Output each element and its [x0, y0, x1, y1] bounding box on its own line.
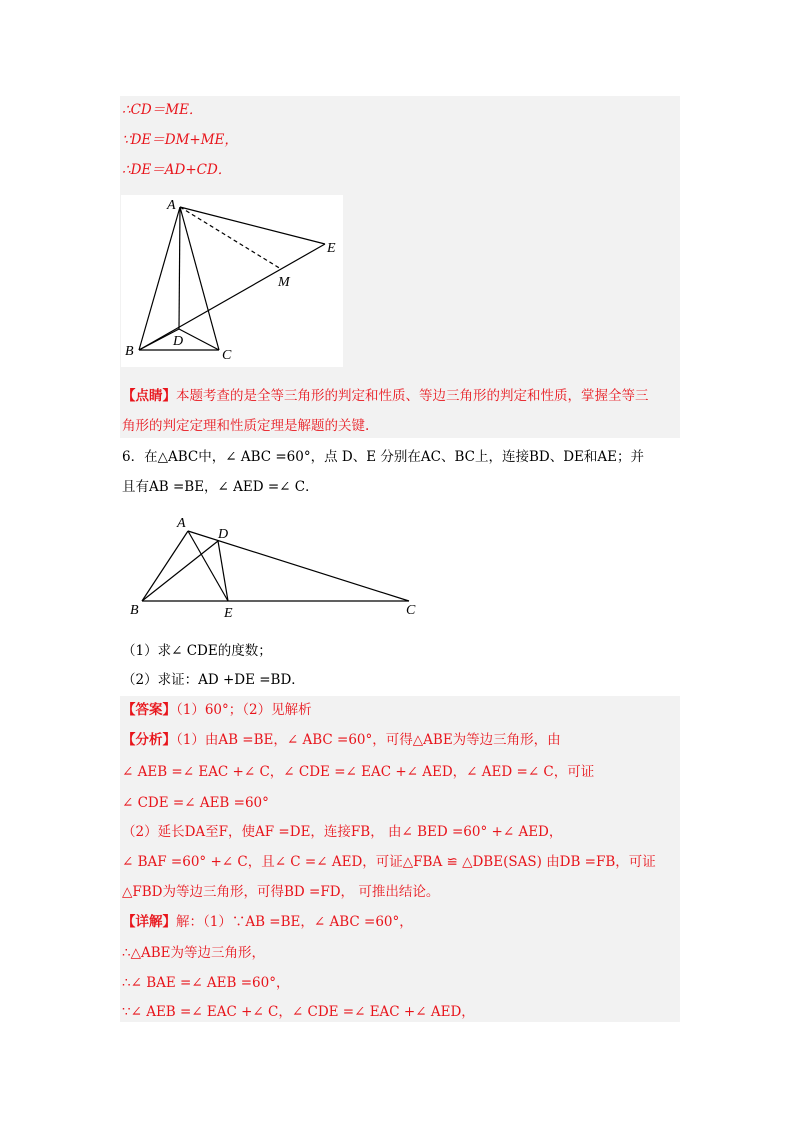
analysis-line-3: ∠ CDE =∠ AEB =60° [122, 795, 269, 811]
label-c: C [406, 603, 416, 618]
question-line-1: 6．在△ABC中，∠ ABC =60°，点 D、E 分别在AC、BC上，连接BD、DE和AE；并 [122, 449, 644, 465]
label-a: A [177, 516, 186, 531]
comment-line-1 [122, 387, 649, 405]
detail-label: 【详解】 [122, 914, 176, 930]
segment-ab [142, 531, 188, 601]
analysis-line-1 [122, 731, 561, 749]
label-d: D [218, 527, 229, 542]
analysis-line-5: ∠ BAF =60° +∠ C，且∠ C =∠ AED，可证△FBA ≌ △DBE(SAS) 由DB =FB，可证 [122, 854, 656, 870]
analysis-text-1: （1）由AB =BE，∠ ABC =60°，可得△ABE为等边三角形，由 [176, 732, 561, 748]
analysis-line-4: （2）延长DA至F，使AF =DE，连接FB， 由∠ BED =60° +∠ AED， [122, 824, 563, 840]
proof-line-3: ∴DE＝AD+CD． [122, 162, 232, 178]
figure-1 [121, 195, 343, 367]
figure-1-diagram [121, 195, 343, 367]
label-b: B [125, 344, 134, 359]
segment-ad [179, 207, 180, 329]
label-c: C [222, 348, 232, 363]
question-part-1: （1）求∠ CDE的度数； [122, 643, 272, 659]
segment-bd [142, 541, 218, 601]
figure-2 [120, 510, 430, 622]
analysis-line-2: ∠ AEB =∠ EAC +∠ C，∠ CDE =∠ EAC +∠ AED，∠ AED =∠ C，可证 [122, 764, 595, 780]
proof-line-1: ∴CD＝ME． [122, 102, 203, 118]
analysis-line-6: △FBD为等边三角形，可得BD =FD， 可推出结论。 [122, 884, 440, 900]
detail-line-1 [122, 913, 413, 931]
detail-line-4: ∵∠ AEB =∠ EAC +∠ C，∠ CDE =∠ EAC +∠ AED， [122, 1004, 475, 1020]
segment-ae [180, 207, 325, 244]
label-b: B [130, 603, 139, 618]
detail-line-2: ∴△ABE为等边三角形， [122, 945, 265, 961]
answer-text: （1）60°；（2）见解析 [176, 702, 312, 718]
label-e: E [224, 606, 233, 621]
label-m: M [278, 275, 290, 290]
comment-line-2: 角形的判定定理和性质定理是解题的关键. [122, 418, 370, 434]
segment-dc [179, 329, 219, 350]
analysis-label: 【分析】 [122, 732, 176, 748]
detail-text-1: 解：（1）∵AB =BE，∠ ABC =60°， [176, 914, 413, 930]
comment-text-1: 本题考查的是全等三角形的判定和性质、等边三角形的判定和性质，掌握全等三 [176, 388, 649, 404]
segment-ac [180, 207, 219, 350]
answer-line [122, 701, 312, 719]
question-line-2: 且有AB =BE，∠ AED =∠ C． [122, 479, 319, 495]
label-e: E [327, 241, 336, 256]
answer-label: 【答案】 [122, 702, 176, 718]
label-d: D [173, 334, 184, 349]
detail-line-3: ∴∠ BAE =∠ AEB =60°， [122, 975, 290, 991]
proof-line-2: ∵DE＝DM+ME， [122, 132, 238, 148]
segment-ab [139, 207, 180, 350]
segment-be [139, 244, 325, 350]
question-part-2: （2）求证：AD +DE =BD． [122, 672, 305, 688]
segment-am-dashed [180, 207, 281, 269]
figure-2-diagram [120, 510, 430, 622]
comment-label: 【点睛】 [122, 388, 176, 404]
label-a: A [167, 198, 176, 213]
